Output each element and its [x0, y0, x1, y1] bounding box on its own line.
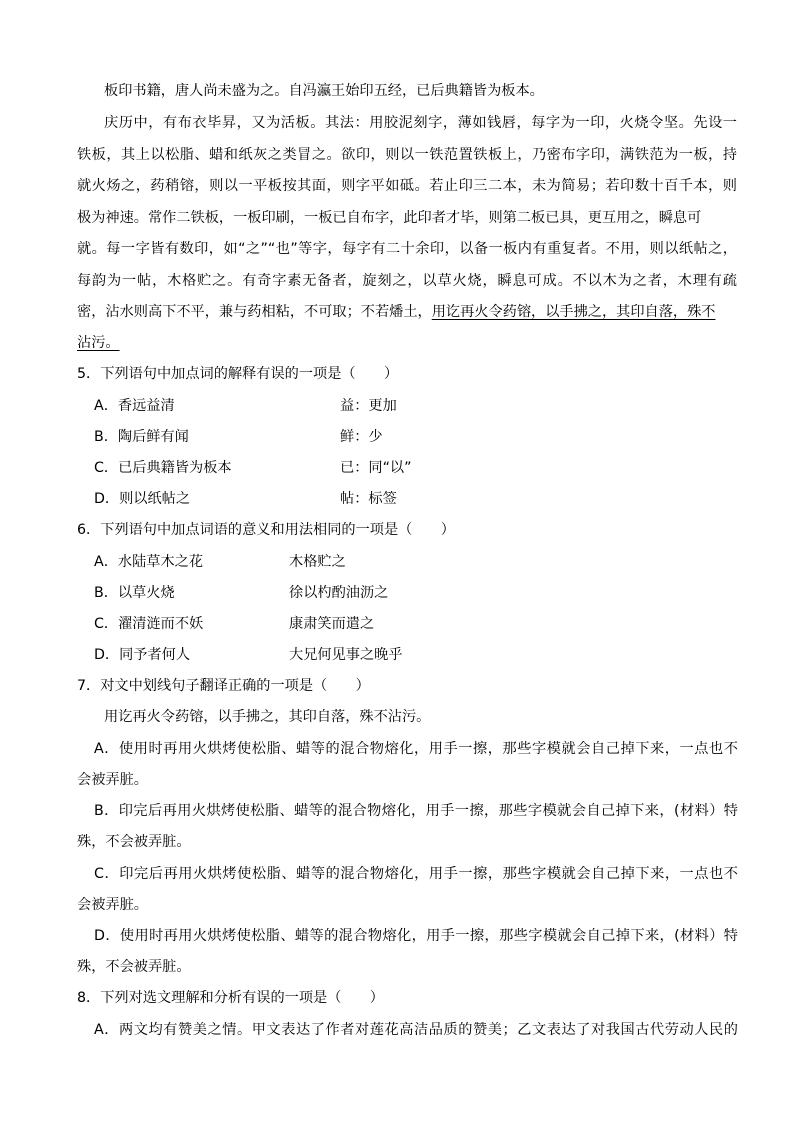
passage-line-2: 庆历中，有布衣毕昇，又为活板。其法：用胶泥刻字，薄如钱唇，每字为一印，火烧令坚。先设一: [104, 115, 737, 131]
q7-option-a-line-2: 会被弄脏。: [77, 772, 148, 788]
q7-option-b-line-1: B．印完后再用火烘烤使松脂、蜡等的混合物熔化，用手一擦，那些字模就会自己掉下来，(材料）特: [94, 803, 738, 819]
passage-line-3: 铁板，其上以松脂、蜡和纸灰之类冒之。欲印，则以一铁范置铁板上，乃密布字印，满铁范为一板，持: [77, 147, 737, 163]
q5-option-b: B．陶后鲜有闻: [94, 429, 189, 445]
underlined-sentence-end: 沾污。: [77, 335, 120, 351]
q5-option-b-gloss: 鲜：少: [340, 429, 383, 445]
passage-line-8: [77, 302, 715, 322]
q5-option-d: D．则以纸帖之: [94, 491, 191, 507]
q7-option-b-line-2: 殊，不会被弄脏。: [77, 834, 191, 850]
question-8-stem: 8．下列对选文理解和分析有误的一项是（ ）: [77, 990, 384, 1006]
question-5-stem: 5．下列语句中加点词的解释有误的一项是（ ）: [77, 366, 399, 382]
q7-quoted-sentence: 用讫再火令药镕，以手拂之，其印自落，殊不沾污。: [104, 709, 431, 725]
passage-line-4: 就火炀之，药稍镕，则以一平板按其面，则字平如砥。若止印三二本，未为简易；若印数十百千本，则: [77, 178, 737, 194]
q6-option-d: D．同予者何人: [94, 647, 191, 663]
q5-option-a-gloss: 益：更加: [340, 398, 397, 414]
q6-option-a: A．水陆草木之花: [94, 554, 204, 570]
q6-option-d-compare: 大兄何见事之晚乎: [289, 647, 403, 663]
passage-line-8-plain: 密，沾水则高下不平，兼与药相粘，不可取；不若燔土，: [77, 304, 432, 320]
passage-line-9: [77, 333, 120, 353]
question-7-stem: 7．对文中划线句子翻译正确的一项是（ ）: [77, 678, 370, 694]
q6-option-b-compare: 徐以杓酌油沥之: [289, 585, 389, 601]
q6-option-b: B．以草火烧: [94, 585, 175, 601]
q6-option-a-compare: 木格贮之: [289, 554, 346, 570]
passage-line-1: 板印书籍，唐人尚未盛为之。自冯瀛王始印五经，已后典籍皆为板本。: [104, 83, 544, 99]
q7-option-c-line-2: 会被弄脏。: [77, 897, 148, 913]
q5-option-c: C．已后典籍皆为板本: [94, 460, 232, 476]
q7-option-c-line-1: C．印完后再用火烘烤使松脂、蜡等的混合物熔化，用手一擦，那些字模就会自己掉下来，一点也不: [94, 866, 738, 882]
q6-option-c: C．濯清涟而不妖: [94, 616, 204, 632]
q7-option-a-line-1: A．使用时再用火烘烤使松脂、蜡等的混合物熔化，用手一擦，那些字模就会自己掉下来，一点也不: [94, 741, 738, 757]
q5-option-d-gloss: 帖：标签: [340, 491, 397, 507]
q5-option-a: A．香远益清: [94, 398, 175, 414]
q6-option-c-compare: 康肃笑而遣之: [289, 616, 375, 632]
passage-line-6: 就。每一字皆有数印，如“之”“也”等字，每字有二十余印，以备一板内有重复者。不用，则以纸帖之，: [77, 241, 737, 257]
underlined-sentence: 用讫再火令药镕，以手拂之，其印自落，殊不: [431, 304, 716, 320]
question-6-stem: 6．下列语句中加点词语的意义和用法相同的一项是（ ）: [77, 522, 455, 538]
q5-option-c-gloss: 已：同“以”: [340, 460, 412, 476]
q7-option-d-line-1: D．使用时再用火烘烤使松脂、蜡等的混合物熔化，用手一擦，那些字模就会自己掉下来，(材料）特: [94, 928, 738, 944]
q7-option-d-line-2: 殊，不会被弄脏。: [77, 959, 191, 975]
q8-option-a-line-1: A．两文均有赞美之情。甲文表达了作者对莲花高洁品质的赞美；乙文表达了对我国古代劳动人民的: [94, 1022, 738, 1038]
passage-line-5: 极为神速。常作二铁板，一板印刷，一板已自布字，此印者才毕，则第二板已具，更互用之，瞬息可: [77, 210, 702, 226]
passage-line-7: 每韵为一帖，木格贮之。有奇字素无备者，旋刻之，以草火烧，瞬息可成。不以木为之者，木理有疏: [77, 273, 737, 289]
